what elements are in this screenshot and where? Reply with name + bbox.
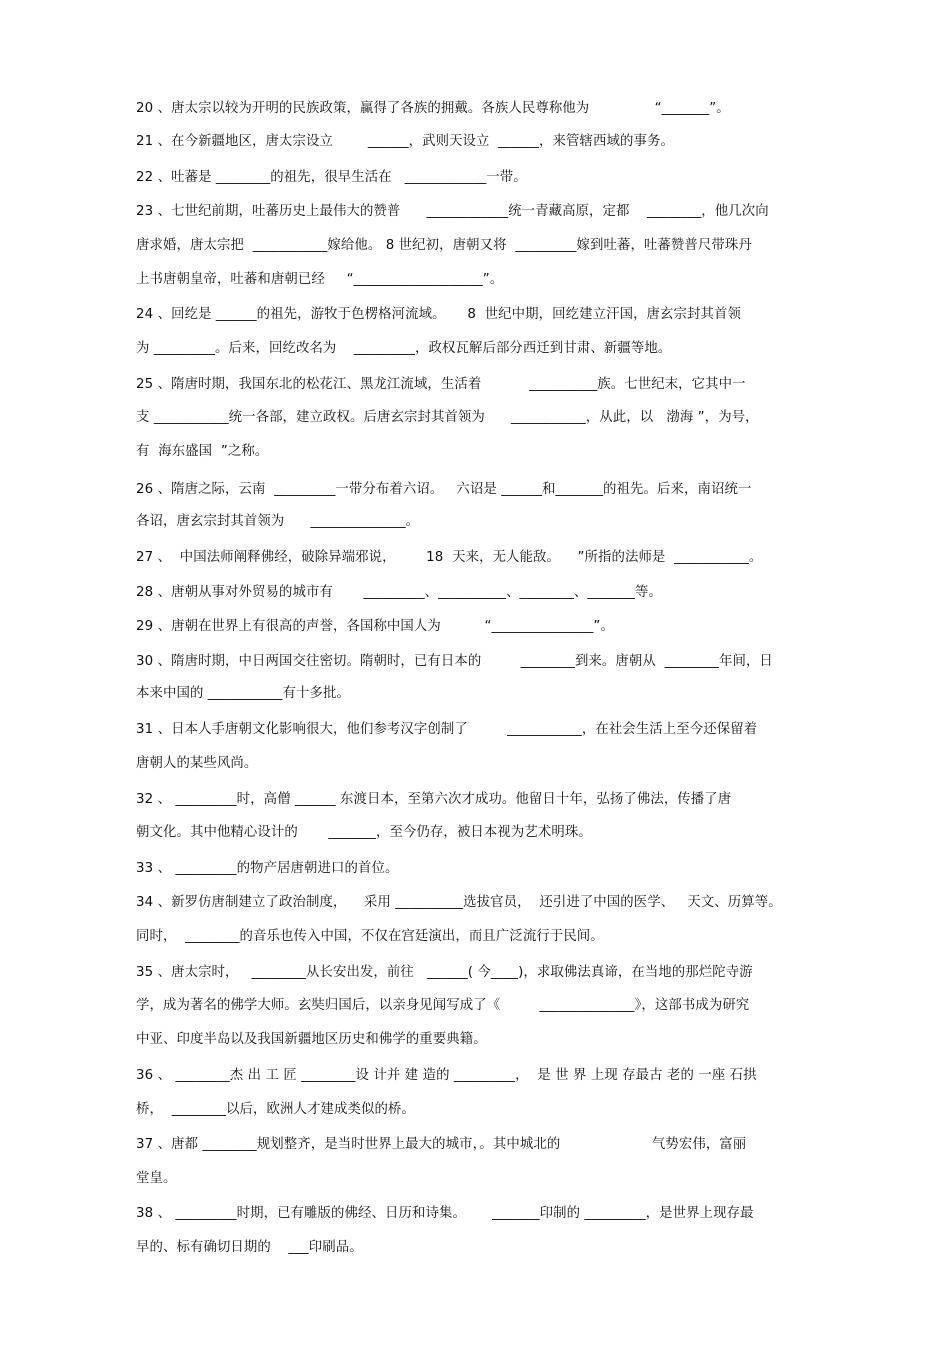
- q23-line1: 23 、七世纪前期，吐蕃历史上最伟大的赞普 ____________统一青藏高原，定都 ________，他几次向: [136, 204, 769, 219]
- q36-line1: 36 、 ________杰 出 工 匠 ________设 计并 建 造的 _________， 是 世 界 上现 存最古 老的 一座 石拱: [136, 1068, 757, 1083]
- q26-line1: 26 、隋唐之际，云南 _________一带分布着六诏。 六诏是 ______和_______的祖先。后来，南诏统一: [136, 482, 752, 497]
- q26-line2: 各诏，唐玄宗封其首领为 ______________。: [136, 514, 420, 529]
- q38-line1: 38 、 _________时期，已有雕版的佛经、日历和诗集。 _______印制的 _________，是世界上现存最: [136, 1206, 754, 1221]
- q25-line2: 支 ___________统一各部，建立政权。后唐玄宗封其首领为 ___________，从此，以 渤海 ”，为号，: [136, 410, 759, 425]
- q25-line3: 有 海东盛国 ”之称。: [136, 444, 269, 459]
- q37-line2: 堂皇。: [136, 1171, 177, 1186]
- q38-line2: 早的、标有确切日期的 ___印刷品。: [136, 1240, 363, 1255]
- q25-line1: 25 、隋唐时期，我国东北的松花江、黑龙江流域，生活着 __________族。七世纪末，它其中一: [136, 377, 746, 392]
- q30-line2: 本来中国的 ___________有十多批。: [136, 686, 351, 701]
- q32-line2: 朝文化。其中他精心设计的 _______，至今仍存，被日本视为艺术明珠。: [136, 825, 592, 840]
- q35-line1: 35 、唐太宗时， ________从长安出发，前往 ______( 今____)，求取佛法真谛，在当地的那烂陀寺游: [136, 965, 753, 980]
- q31-line2: 唐朝人的某些风尚。: [136, 756, 258, 771]
- q21-line1: 21 、在今新疆地区，唐太宗设立 ______，武则天设立 ______，来管辖西域的事务。: [136, 134, 674, 149]
- q22-line1: 22 、吐蕃是 ________的祖先，很早生活在 ____________一带。: [136, 170, 527, 185]
- q36-line2: 桥， ________以后，欧洲人才建成类似的桥。: [136, 1102, 415, 1117]
- q34-line2: 同时， ________的音乐也传入中国，不仅在宫廷演出，而且广泛流行于民间。: [136, 929, 604, 944]
- q23-line3: 上书唐朝皇帝，吐蕃和唐朝已经 “___________________”。: [136, 272, 504, 287]
- q35-line3: 中亚、印度半岛以及我国新疆地区历史和佛学的重要典籍。: [136, 1032, 487, 1047]
- q33-line1: 33 、 _________的物产居唐朝进口的首位。: [136, 861, 399, 876]
- q28-line1: 28 、唐朝从事对外贸易的城市有 _________、__________、________、_______等。: [136, 585, 662, 600]
- q24-line1: 24 、回纥是 ______的祖先，游牧于色楞格河流域。 8 世纪中期，回纥建立汗国，唐玄宗封其首领: [136, 307, 741, 322]
- q24-line2: 为 _________。后来，回纥改名为 _________，政权瓦解后部分西迁到甘肃、新疆等地。: [136, 341, 672, 356]
- q29-line1: 29 、唐朝在世界上有很高的声誉，各国称中国人为 “_______________”。: [136, 619, 614, 634]
- q23-line2: 唐求婚，唐太宗把 ___________嫁给他。 8 世纪初，唐朝又将 _________嫁到吐蕃，吐蕃赞普尺带珠丹: [136, 238, 752, 253]
- q20-line1: 20 、唐太宗以较为开明的民族政策，赢得了各族的拥戴。各族人民尊称他为 “_______”。: [136, 101, 730, 116]
- q31-line1: 31 、日本人手唐朝文化影响很大，他们参考汉字创制了 ___________，在社会生活上至今还保留着: [136, 722, 758, 737]
- q35-line2: 学，成为著名的佛学大师。玄奘归国后，以亲身见闻写成了《 ______________》，这部书成为研究: [136, 998, 750, 1013]
- q37-line1: 37 、唐都 ________规划整齐，是当时世界上最大的城市，。其中城北的 气势宏伟，富丽: [136, 1137, 747, 1152]
- q30-line1: 30 、隋唐时期，中日两国交往密切。隋朝时，已有日本的 ________到来。唐朝从 ________年间，日: [136, 654, 773, 669]
- q27-line1: 27 、 中国法师阐释佛经，破除异端邪说， 18 天来，无人能敌。 ”所指的法师是 ___________。: [136, 550, 763, 565]
- q32-line1: 32 、 _________时，高僧 ______ 东渡日本，至第六次才成功。他留日十年，弘扬了佛法，传播了唐: [136, 792, 732, 807]
- q34-line1: 34 、新罗仿唐制建立了政治制度， 采用 __________选拔官员， 还引进了中国的医学、 天文、历算等。: [136, 895, 782, 910]
